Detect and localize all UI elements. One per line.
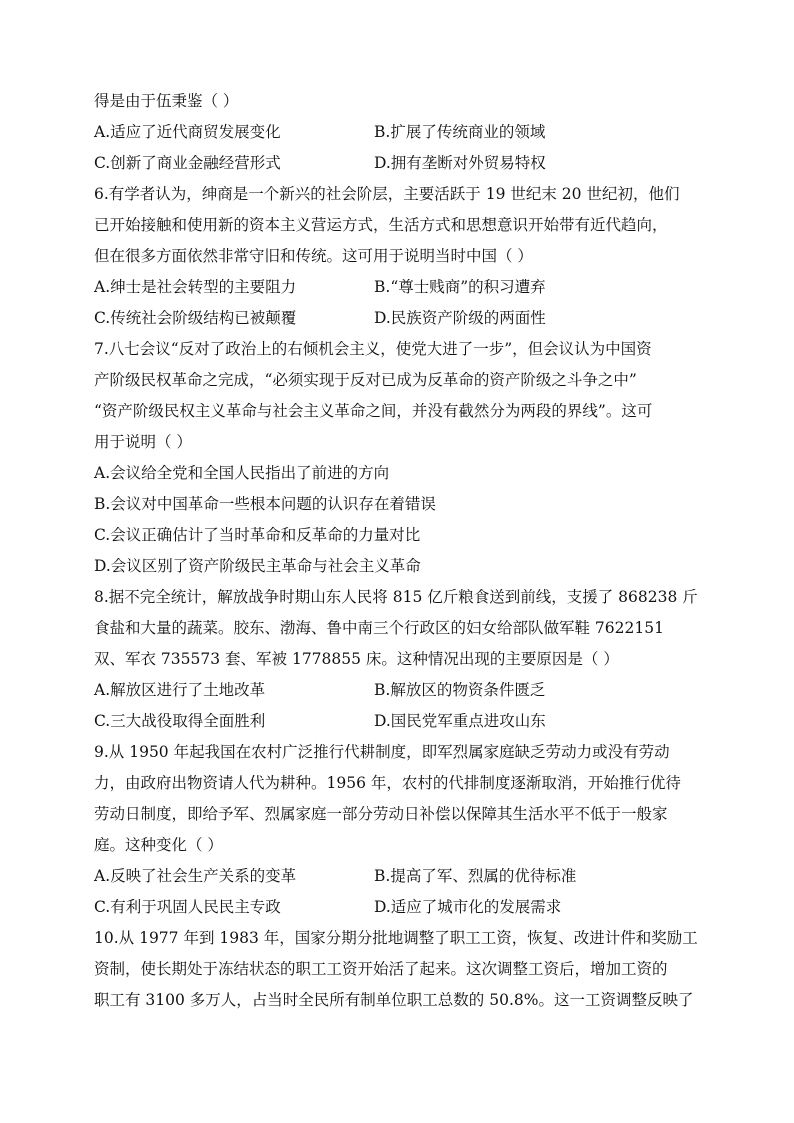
q5-option-a: A.适应了近代商贸发展变化 [94,123,281,141]
q6-option-d: D.民族资产阶级的两面性 [374,309,546,327]
q8-options-row-1 [94,675,704,706]
q9-options-row-2 [94,892,704,923]
q7-stem-line-4: 用于说明（ ） [94,433,192,451]
q8-option-c: C.三大战役取得全面胜利 [94,712,266,730]
q9-stem-line-1: 9.从 1950 年起我国在农村广泛推行代耕制度，即军烈属家庭缺乏劳动力或没有劳动 [94,743,670,761]
exam-page [94,86,704,1016]
q7-stem-line-1: 7.八七会议“反对了政治上的右倾机会主义，使党大进了一步”，但会议认为中国资 [94,340,652,358]
q10-stem-line-1: 10.从 1977 年到 1983 年，国家分期分批地调整了职工工资，恢复、改进计件和奖励工 [94,929,698,947]
q10-stem-line-2: 资制，使长期处于冻结状态的职工工资开始活了起来。这次调整工资后，增加工资的 [94,960,668,978]
q6-options-row-1 [94,272,704,303]
q6-option-a: A.绅士是社会转型的主要阻力 [94,278,297,296]
q9-stem-line-3: 劳动日制度，即给予军、烈属家庭一部分劳动日补偿以保障其生活水平不低于一般家 [94,805,668,823]
q6-stem-line-3: 但在很多方面依然非常守旧和传统。这可用于说明当时中国（ ） [94,247,533,265]
q10-stem-line-3: 职工有 3100 多万人，占当时全民所有制单位职工总数的 50.8%。这一工资调整反映了 [94,991,694,1009]
q7-option-b: B.会议对中国革命一些根本问题的认识存在着错误 [94,495,436,513]
q9-option-b: B.提高了军、烈属的优待标准 [374,867,577,885]
q9-option-c: C.有利于巩固人民民主专政 [94,898,281,916]
q7-option-a: A.会议给全党和全国人民指出了前进的方向 [94,464,390,482]
q9-options-row-1 [94,861,704,892]
q5-stem-tail: 得是由于伍秉鉴（ ） [94,92,239,110]
q6-stem-line-1: 6.有学者认为，绅商是一个新兴的社会阶层，主要活跃于 19 世纪末 20 世纪初，他们 [94,185,680,203]
q6-stem-line-2: 已开始接触和使用新的资本主义营运方式，生活方式和思想意识开始带有近代趋向， [94,216,668,234]
q8-stem-line-2: 食盐和大量的蔬菜。胶东、渤海、鲁中南三个行政区的妇女给部队做军鞋 7622151 [94,619,664,637]
q7-stem-line-2: 产阶级民权革命之完成，“必须实现于反对已成为反革命的资产阶级之斗争之中” [94,371,637,389]
q9-stem-line-4: 庭。这种变化（ ） [94,836,223,854]
q9-option-a: A.反映了社会生产关系的变革 [94,867,297,885]
q5-options-row-1 [94,117,704,148]
q6-option-b: B.“尊士贱商”的积习遭弃 [374,278,546,296]
q6-options-row-2 [94,303,704,334]
q5-option-c: C.创新了商业金融经营形式 [94,154,281,172]
q7-option-d: D.会议区别了资产阶级民主革命与社会主义革命 [94,557,421,575]
q8-options-row-2 [94,706,704,737]
q6-option-c: C.传统社会阶级结构已被颠覆 [94,309,297,327]
q5-options-row-2 [94,148,704,179]
q7-option-c: C.会议正确估计了当时革命和反革命的力量对比 [94,526,421,544]
q5-option-b: B.扩展了传统商业的领域 [374,123,546,141]
q8-option-d: D.国民党军重点进攻山东 [374,712,546,730]
q8-option-a: A.解放区进行了土地改革 [94,681,266,699]
q9-stem-line-2: 力，由政府出物资请人代为耕种。1956 年，农村的代排制度逐渐取消，开始推行优待 [94,774,681,792]
q9-option-d: D.适应了城市化的发展需求 [374,898,562,916]
q5-option-d: D.拥有垄断对外贸易特权 [374,154,546,172]
q8-option-b: B.解放区的物资条件匮乏 [374,681,546,699]
q7-stem-line-3: “资产阶级民权主义革命与社会主义革命之间，并没有截然分为两段的界线”。这可 [94,402,653,420]
q8-stem-line-3: 双、军衣 735573 套、军被 1778855 床。这种情况出现的主要原因是（ ） [94,650,619,668]
q8-stem-line-1: 8.据不完全统计，解放战争时期山东人民将 815 亿斤粮食送到前线，支援了 868238 斤 [94,588,698,606]
